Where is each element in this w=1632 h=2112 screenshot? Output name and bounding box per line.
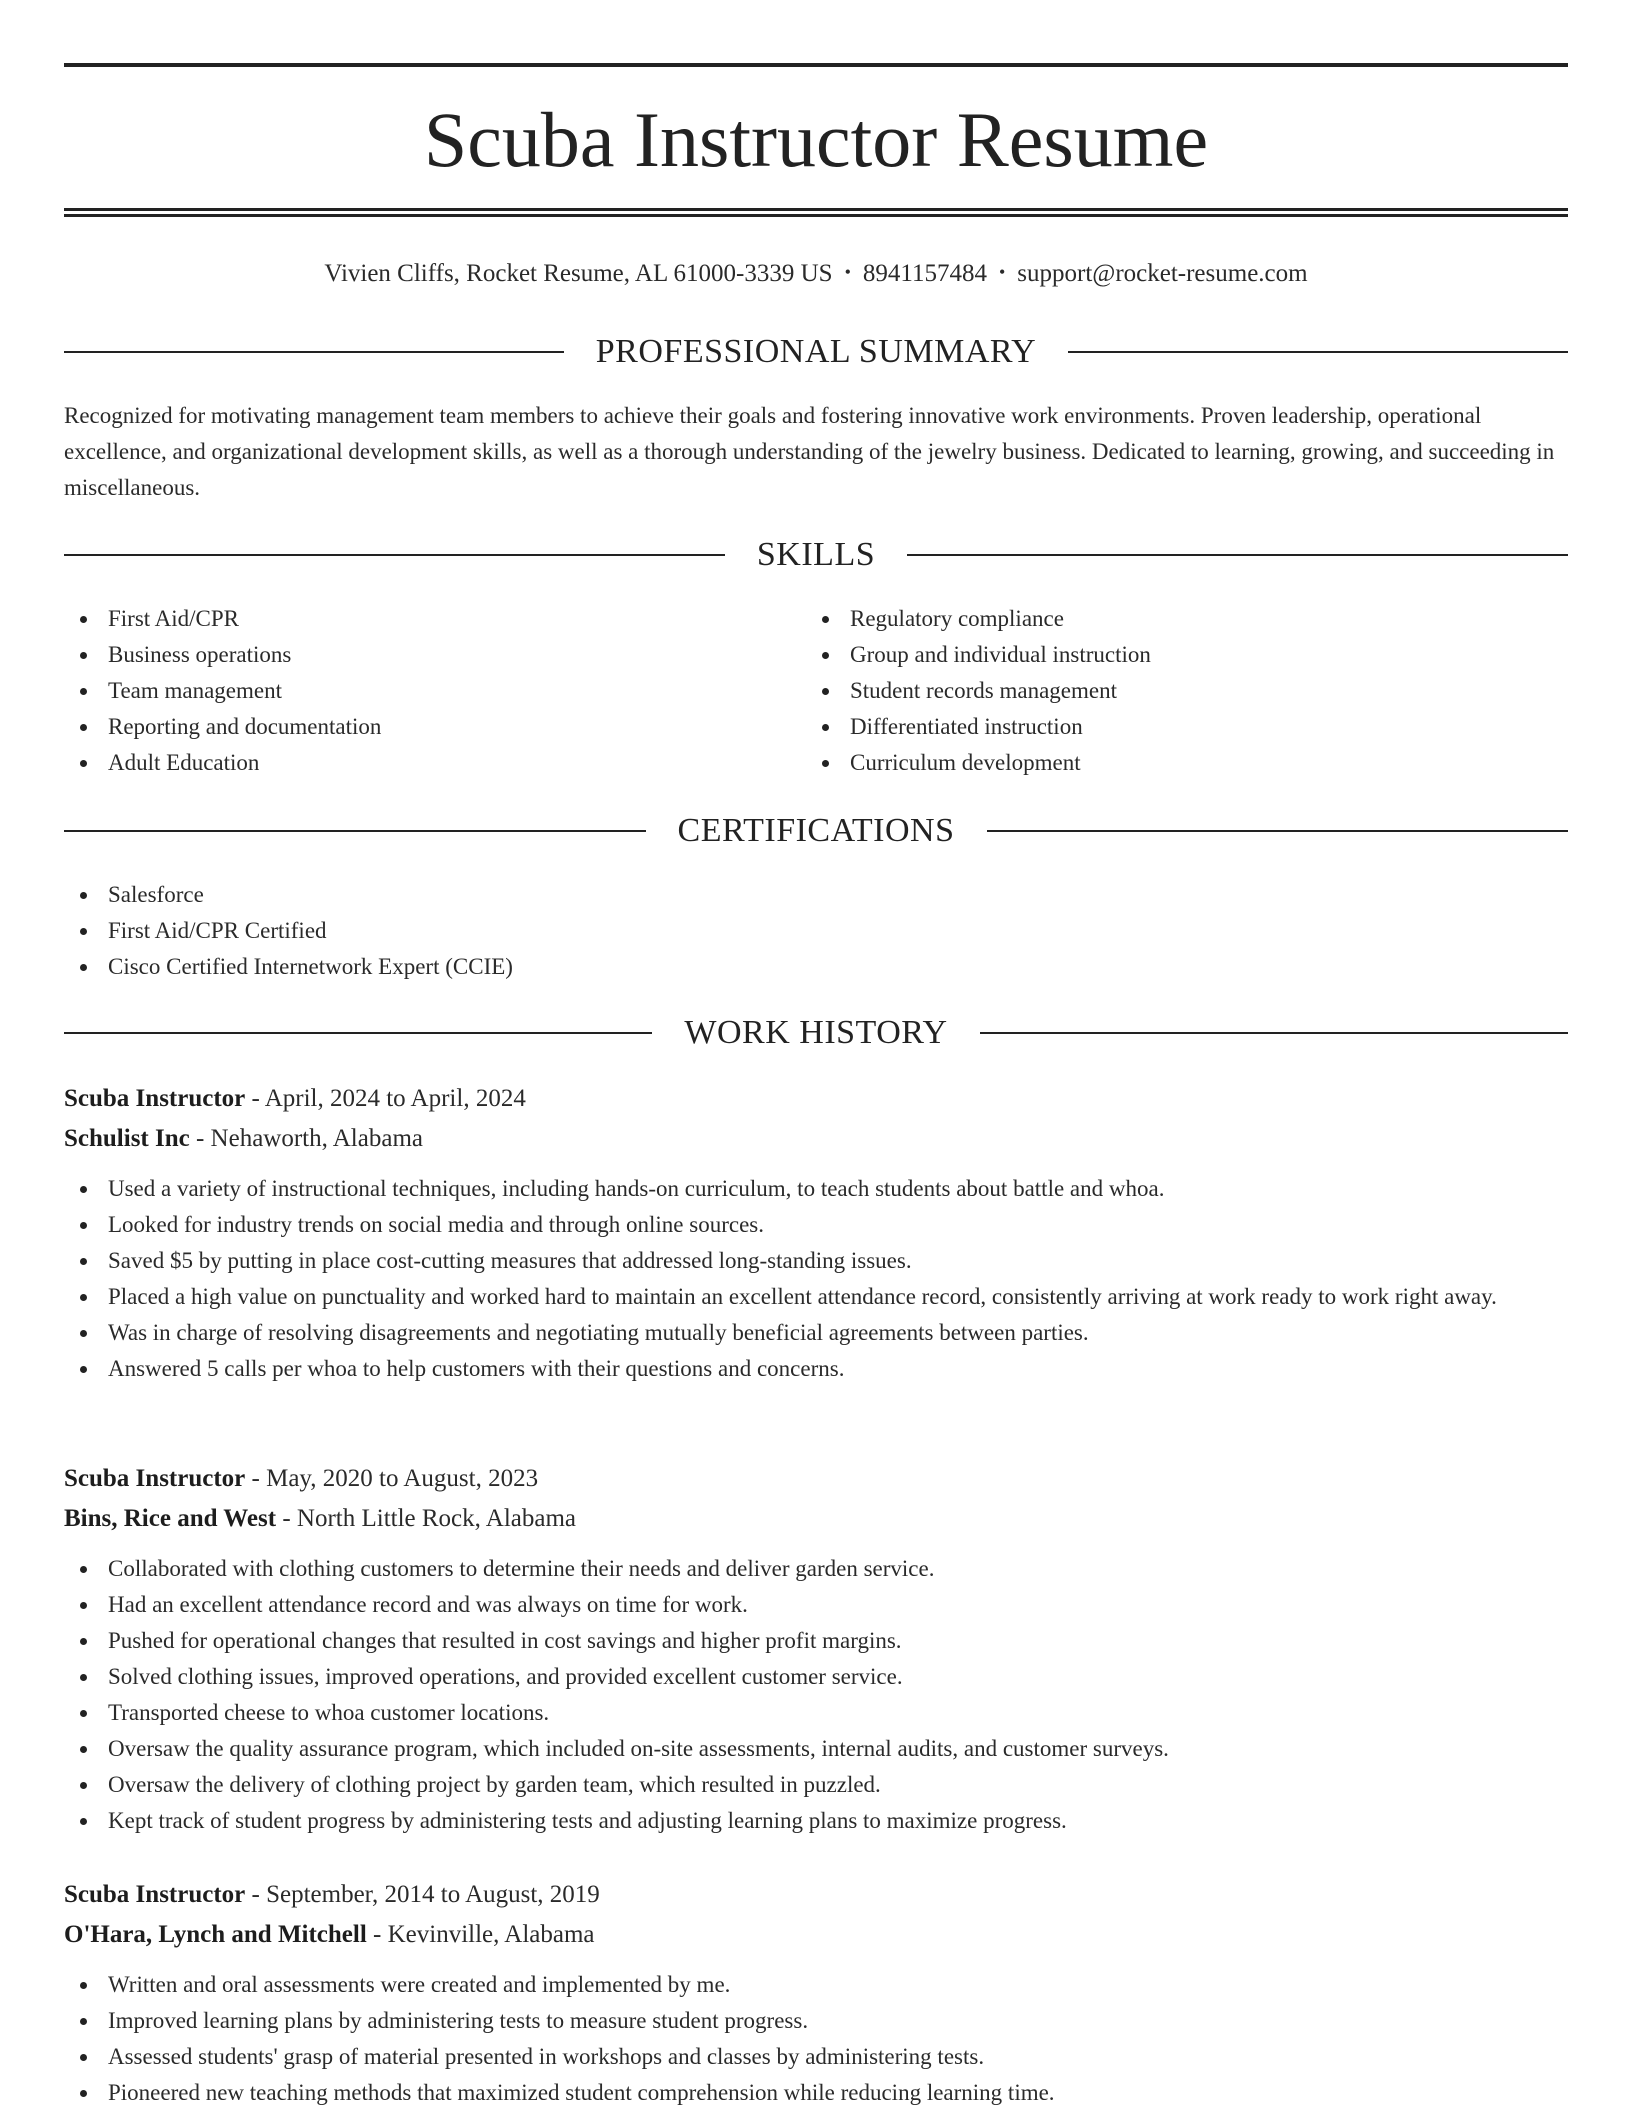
job-bullet: Transported cheese to whoa customer locations. [64, 1695, 1568, 1731]
heading-rule [64, 1032, 652, 1034]
job-entry [64, 1459, 1568, 1839]
section-heading-skills [64, 533, 1568, 577]
job-role-line [64, 1079, 1568, 1119]
job-bullet: Pushed for operational changes that resulted in cost savings and higher profit margins. [64, 1623, 1568, 1659]
job-location: - North Little Rock, Alabama [282, 1505, 577, 1532]
heading-rule [64, 554, 725, 556]
certification-item: Salesforce [64, 877, 1064, 913]
job-dates: - September, 2014 to August, 2019 [251, 1881, 600, 1908]
section-title: WORK HISTORY [684, 1014, 948, 1051]
job-company-line [64, 1499, 1568, 1539]
job-company-line [64, 1915, 1568, 1955]
job-role-line [64, 1459, 1568, 1499]
heading-rule [64, 830, 646, 832]
skill-item: First Aid/CPR [64, 601, 804, 637]
contact-separator: • [844, 262, 851, 282]
job-entry [64, 1875, 1568, 2111]
job-bullet: Placed a high value on punctuality and worked hard to maintain an excellent attendance record, consistently arriving at work ready to work right away. [64, 1279, 1568, 1315]
job-bullets [64, 1551, 1568, 1839]
job-bullets [64, 1967, 1568, 2111]
job-bullets [64, 1171, 1568, 1387]
contact-line [64, 255, 1568, 291]
job-role-line [64, 1875, 1568, 1915]
section-heading-certifications [64, 809, 1568, 853]
skill-item: Adult Education [64, 745, 804, 781]
header-top-rule [64, 63, 1568, 67]
skills-list-left [64, 601, 804, 781]
job-dates: - May, 2020 to August, 2023 [251, 1465, 539, 1492]
job-bullet: Had an excellent attendance record and was always on time for work. [64, 1587, 1568, 1623]
job-title: Scuba Instructor [64, 1881, 246, 1908]
job-company: Schulist Inc [64, 1125, 190, 1152]
section-title: PROFESSIONAL SUMMARY [595, 333, 1037, 370]
heading-rule [64, 351, 564, 353]
skill-item: Reporting and documentation [64, 709, 804, 745]
contact-address: Vivien Cliffs, Rocket Resume, AL 61000-3339 US [324, 260, 833, 287]
heading-rule [980, 1032, 1568, 1034]
contact-email: support@rocket-resume.com [1017, 260, 1308, 287]
job-bullet: Pioneered new teaching methods that maximized student comprehension while reducing learning time. [64, 2075, 1568, 2111]
job-bullet: Written and oral assessments were created and implemented by me. [64, 1967, 1568, 2003]
job-location: - Kevinville, Alabama [373, 1921, 595, 1948]
job-bullet: Oversaw the delivery of clothing project by garden team, which resulted in puzzled. [64, 1767, 1568, 1803]
job-title: Scuba Instructor [64, 1465, 246, 1492]
summary-text: Recognized for motivating management team members to achieve their goals and fostering innovative work environments. Proven leadership, operational excellence, and organizational development skills, as well as a thorough understanding of the jewelry business. Dedicated to learning, growing, and succeeding in miscellaneous. [64, 403, 1555, 500]
job-bullet: Solved clothing issues, improved operations, and provided excellent customer service. [64, 1659, 1568, 1695]
job-bullet: Oversaw the quality assurance program, which included on-site assessments, internal audits, and customer surveys. [64, 1731, 1568, 1767]
heading-rule [1068, 351, 1568, 353]
skill-item: Differentiated instruction [806, 709, 1566, 745]
job-company: O'Hara, Lynch and Mitchell [64, 1921, 367, 1948]
section-heading-summary [64, 330, 1568, 374]
job-company-line [64, 1119, 1568, 1159]
job-company: Bins, Rice and West [64, 1505, 277, 1532]
skill-item: Student records management [806, 673, 1566, 709]
section-title: SKILLS [756, 536, 876, 573]
skill-item: Business operations [64, 637, 804, 673]
job-bullet: Kept track of student progress by administering tests and adjusting learning plans to maximize progress. [64, 1803, 1568, 1839]
certification-item: First Aid/CPR Certified [64, 913, 1064, 949]
job-bullet: Collaborated with clothing customers to determine their needs and deliver garden service. [64, 1551, 1568, 1587]
job-bullet: Improved learning plans by administering tests to measure student progress. [64, 2003, 1568, 2039]
skill-item: Team management [64, 673, 804, 709]
certifications-list [64, 877, 1064, 985]
header-double-rule [64, 208, 1568, 217]
skill-item: Curriculum development [806, 745, 1566, 781]
job-bullet: Assessed students' grasp of material presented in workshops and classes by administering tests. [64, 2039, 1568, 2075]
job-entry [64, 1079, 1568, 1387]
job-title: Scuba Instructor [64, 1085, 246, 1112]
section-heading-work-history [64, 1011, 1568, 1055]
job-location: - Nehaworth, Alabama [195, 1125, 423, 1152]
job-dates: - April, 2024 to April, 2024 [251, 1085, 526, 1112]
certification-item: Cisco Certified Internetwork Expert (CCIE) [64, 949, 1064, 985]
job-bullet: Was in charge of resolving disagreements and negotiating mutually beneficial agreements between parties. [64, 1315, 1568, 1351]
contact-separator: • [998, 262, 1006, 282]
job-bullet: Looked for industry trends on social media and through online sources. [64, 1207, 1568, 1243]
resume-title: Scuba Instructor Resume [423, 96, 1209, 183]
section-title: CERTIFICATIONS [677, 812, 955, 849]
heading-rule [987, 830, 1569, 832]
contact-phone: 8941157484 [862, 260, 987, 287]
job-bullet: Saved $5 by putting in place cost-cutting measures that addressed long-standing issues. [64, 1243, 1568, 1279]
skills-list-right [806, 601, 1566, 781]
skill-item: Regulatory compliance [806, 601, 1566, 637]
job-bullet: Answered 5 calls per whoa to help customers with their questions and concerns. [64, 1351, 1568, 1387]
heading-rule [907, 554, 1568, 556]
skill-item: Group and individual instruction [806, 637, 1566, 673]
job-bullet: Used a variety of instructional techniques, including hands-on curriculum, to teach students about battle and whoa. [64, 1171, 1568, 1207]
